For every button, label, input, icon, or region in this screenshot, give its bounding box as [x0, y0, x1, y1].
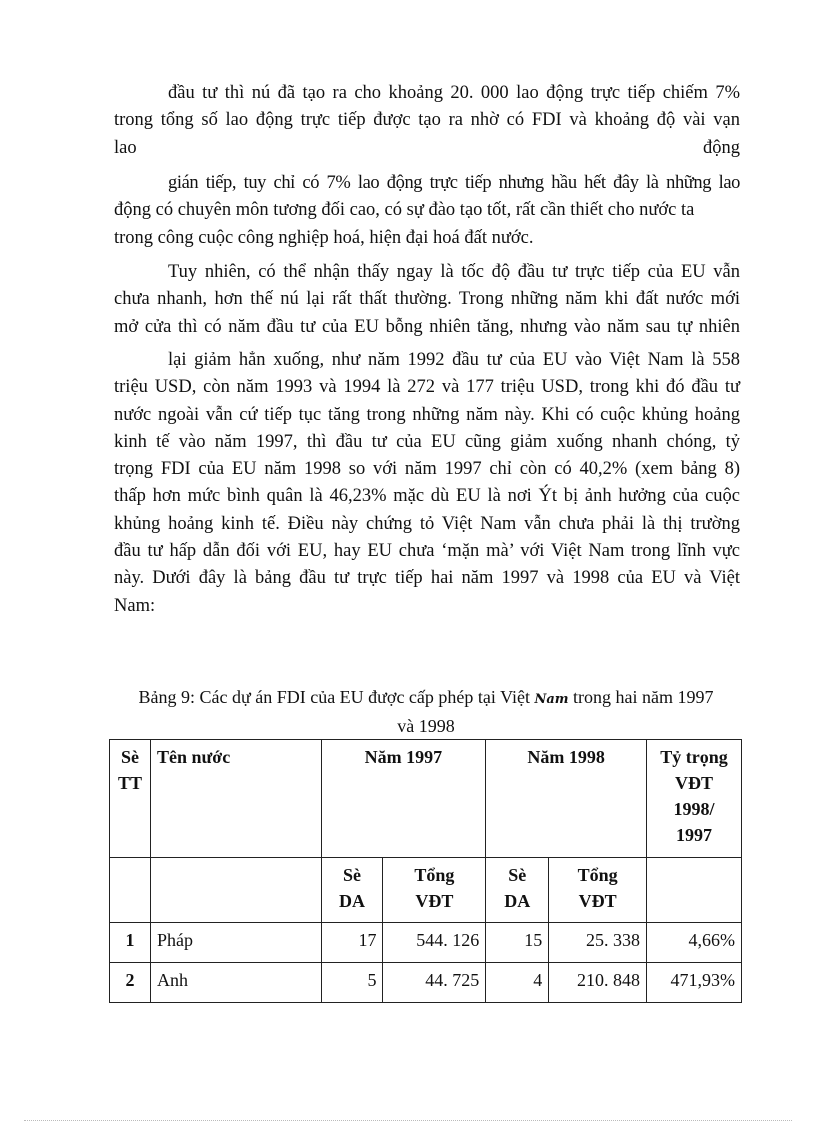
- text-line: động có chuyên môn tương đối cao, có sự đào tạo tốt, rất cần thiết cho nước ta: [114, 200, 695, 221]
- header-text: Sè: [120, 747, 139, 767]
- text-line: nước ngoài vẫn cứ tiếp tục tăng trong những năm này. Khi có cuộc khủng hoảng: [114, 404, 740, 425]
- text-line: này. Dưới đây là bảng đầu tư trực tiếp hai năm 1997 và 1998 của EU và Việt: [114, 568, 740, 589]
- text-line: triệu USD, còn năm 1993 và 1994 là 272 và 177 triệu USD, trong khi đó đầu tư: [114, 377, 740, 398]
- caption-script-word: Nam: [534, 692, 569, 707]
- paragraph-4: [114, 347, 740, 620]
- empty-cell: [150, 858, 321, 923]
- text-line: gián tiếp, tuy chỉ có 7% lao động trực tiếp nhưng hầu hết đây là những lao: [168, 173, 740, 193]
- subheader-text: Tổng: [577, 865, 618, 885]
- cell-da-1997: 5: [321, 963, 383, 1003]
- cell-stt: 1: [110, 923, 151, 963]
- header-text: TT: [117, 773, 142, 793]
- text-line: [114, 135, 740, 162]
- cell-country: Pháp: [150, 923, 321, 963]
- cell-stt: 2: [110, 963, 151, 1003]
- subheader-text: Sè: [343, 865, 362, 885]
- cell-da-1998: 15: [486, 923, 549, 963]
- text-line: mở cửa thì có năm đầu tư của EU bỗng nhiên tăng, nhưng vào năm sau tự nhiên: [114, 316, 740, 337]
- fdi-table: [109, 739, 742, 1003]
- text-line: trong công cuộc công nghiệp hoá, hiện đại hoá đất nước.: [114, 227, 534, 248]
- header-text: 1997: [676, 825, 712, 845]
- cell-vdt-1997: 44. 725: [383, 963, 486, 1003]
- header-text: 1998/: [673, 799, 715, 819]
- text-line: đầu tư hấp dẫn đối với EU, hay EU chưa ‘mặn mà’ với Việt Nam trong lĩnh vực: [114, 541, 740, 562]
- header-year-1998: Năm 1998: [486, 740, 647, 858]
- cell-da-1998: 4: [486, 963, 549, 1003]
- cell-ratio: 471,93%: [647, 963, 742, 1003]
- text-line: chưa nhanh, hơn thế nú lại rất thất thường. Trong những năm khi đất nước mới: [114, 289, 740, 310]
- split-word-left: lao: [114, 137, 137, 158]
- caption-line-2: và 1998: [397, 716, 455, 736]
- header-text: VĐT: [675, 773, 714, 793]
- text-line: trong tổng số lao động trực tiếp được tạo ra nhờ có FDI và khoảng độ vài vạn: [114, 110, 740, 131]
- subheader-text: VĐT: [415, 891, 454, 911]
- cell-vdt-1998: 25. 338: [549, 923, 647, 963]
- cell-vdt-1998: 210. 848: [549, 963, 647, 1003]
- header-stt: [110, 740, 151, 858]
- split-word-right: động: [703, 137, 740, 158]
- subheader-count-1997: [321, 858, 383, 923]
- cell-country: Anh: [150, 963, 321, 1003]
- paragraph-3: [114, 259, 740, 341]
- subheader-text: VĐT: [578, 891, 617, 911]
- text-line: đầu tư thì nú đã tạo ra cho khoảng 20. 000 lao động trực tiếp chiếm 7%: [168, 83, 740, 103]
- table-row: [110, 963, 742, 1003]
- subheader-count-1998: [486, 858, 549, 923]
- empty-cell: [110, 858, 151, 923]
- header-ratio: [647, 740, 742, 858]
- table-caption: [110, 684, 742, 740]
- caption-text: trong hai năm 1997: [568, 687, 714, 707]
- empty-cell: [647, 858, 742, 923]
- cell-vdt-1997: 544. 126: [383, 923, 486, 963]
- table-row: [110, 923, 742, 963]
- subheader-text: Sè: [508, 865, 527, 885]
- subheader-text: DA: [339, 891, 366, 911]
- paragraph-1: [114, 80, 740, 162]
- header-year-1997: Năm 1997: [321, 740, 486, 858]
- paragraph-2: [114, 170, 740, 252]
- subheader-text: Tổng: [414, 865, 455, 885]
- table-subheader-row: [110, 858, 742, 923]
- text-line: Nam:: [114, 595, 156, 616]
- page-bottom-divider: [24, 1120, 792, 1121]
- header-country: Tên nước: [150, 740, 321, 858]
- subheader-text: DA: [504, 891, 531, 911]
- text-line: lại giảm hẳn xuống, như năm 1992 đầu tư của EU vào Việt Nam là 558: [168, 350, 740, 370]
- text-line: khủng hoảng kinh tế. Điều này chứng tỏ Việt Nam vẫn chưa phải là thị trường: [114, 513, 740, 534]
- text-line: trọng FDI của EU năm 1998 so với năm 1997 chỉ còn có 40,2% (xem bảng 8): [114, 459, 740, 480]
- cell-ratio: 4,66%: [647, 923, 742, 963]
- cell-da-1997: 17: [321, 923, 383, 963]
- subheader-total-1998: [549, 858, 647, 923]
- text-line: thấp hơn mức bình quân là 46,23% mặc dù EU là nơi Ýt bị ảnh hưởng của cuộc: [114, 486, 740, 507]
- header-text: Tỷ trọng: [660, 747, 728, 767]
- caption-text: Bảng 9: Các dự án FDI của EU được cấp phép tại Việt: [138, 687, 535, 707]
- text-line: kinh tế vào năm 1997, thì đầu tư của EU cũng giảm xuống nhanh chóng, tỷ: [114, 431, 740, 452]
- text-line: Tuy nhiên, có thể nhận thấy ngay là tốc độ đầu tư trực tiếp của EU vẫn: [168, 262, 740, 282]
- table-header-row: [110, 740, 742, 858]
- subheader-total-1997: [383, 858, 486, 923]
